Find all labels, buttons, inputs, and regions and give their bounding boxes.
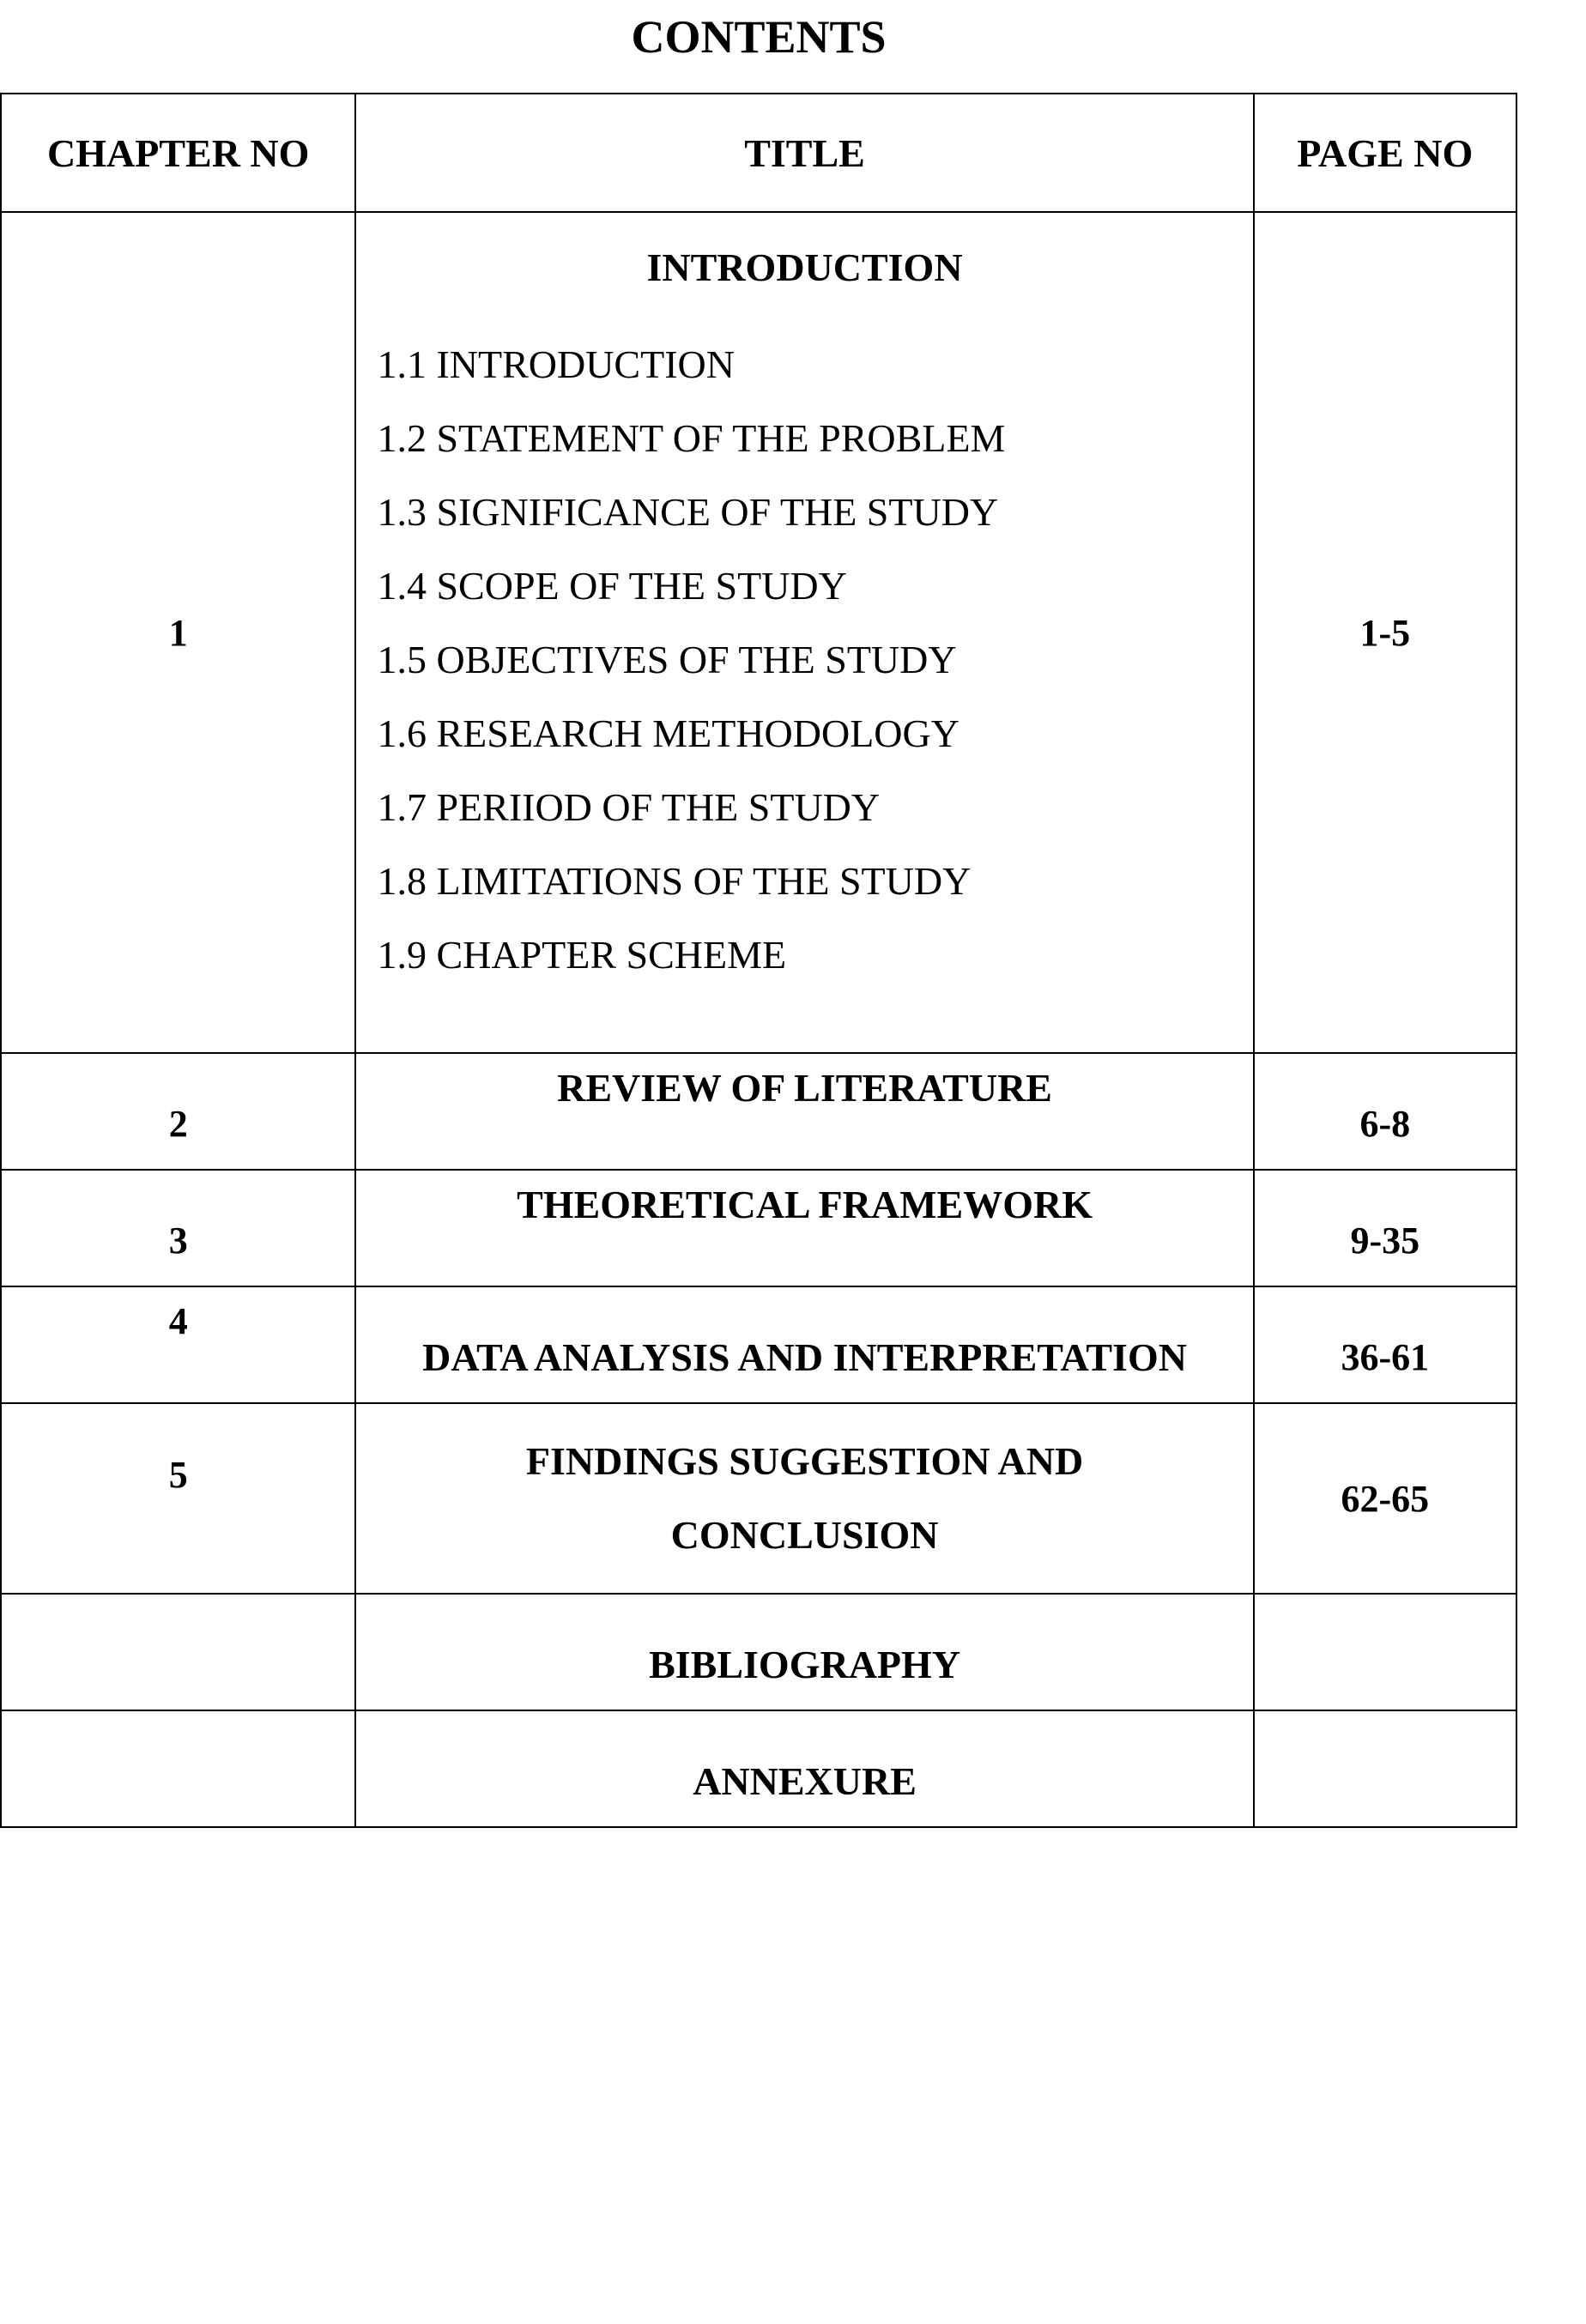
table-row-chapter-3: [1, 1170, 1516, 1286]
section-item: 1.8 LIMITATIONS OF THE STUDY: [377, 859, 972, 903]
table-row-bibliography: [1, 1594, 1516, 1710]
table-row-chapter-1: [1, 212, 1516, 1053]
section-item: 1.1 INTRODUCTION: [377, 342, 735, 386]
page-range: 6-8: [1359, 1102, 1411, 1145]
section-item: 1.7 PERIIOD OF THE STUDY: [377, 785, 881, 829]
page-range: 1-5: [1254, 212, 1516, 1053]
chapter-number: [1, 1710, 355, 1827]
section-item: 1.4 SCOPE OF THE STUDY: [377, 564, 847, 608]
chapter-title-cell: [355, 212, 1253, 1053]
chapter-title-line-2: CONCLUSION: [670, 1513, 939, 1557]
section-item: 1.9 CHAPTER SCHEME: [377, 933, 787, 977]
section-item: 1.5 OBJECTIVES OF THE STUDY: [377, 638, 957, 681]
chapter-title: REVIEW OF LITERATURE: [557, 1065, 1052, 1110]
page-range: 9-35: [1350, 1219, 1420, 1262]
section-item: 1.3 SIGNIFICANCE OF THE STUDY: [377, 490, 999, 534]
chapter-number: 4: [168, 1299, 188, 1342]
table-row-chapter-4: [1, 1286, 1516, 1403]
chapter-number: 1: [1, 212, 355, 1053]
chapter-title-line-1: FINDINGS SUGGESTION AND: [525, 1439, 1084, 1483]
section-item: 1.6 RESEARCH METHODOLOGY: [377, 711, 959, 755]
chapter-title: DATA ANALYSIS AND INTERPRETATION: [422, 1334, 1187, 1379]
header-chapter-no: CHAPTER NO: [1, 94, 355, 212]
header-page-no: PAGE NO: [1254, 94, 1516, 212]
table-header-row: [1, 94, 1516, 212]
chapter-number: 3: [168, 1219, 188, 1262]
chapter-title: ANNEXURE: [693, 1758, 917, 1803]
chapter-number: [1, 1594, 355, 1710]
page-range: [1254, 1594, 1516, 1710]
page-range: [1254, 1710, 1516, 1827]
table-row-chapter-2: [1, 1053, 1516, 1170]
header-title: TITLE: [355, 94, 1253, 212]
table-row-chapter-5: [1, 1403, 1516, 1594]
chapter-title: INTRODUCTION: [646, 245, 963, 289]
contents-table: [0, 93, 1517, 1828]
chapter-number: 5: [168, 1453, 188, 1496]
page-title: CONTENTS: [631, 11, 887, 63]
chapter-title: BIBLIOGRAPHY: [649, 1642, 961, 1686]
section-item: 1.2 STATEMENT OF THE PROBLEM: [377, 416, 1006, 460]
chapter-number: 2: [168, 1102, 188, 1145]
chapter-title: THEORETICAL FRAMEWORK: [517, 1182, 1093, 1226]
section-list: [377, 328, 1252, 992]
page-range: 62-65: [1254, 1403, 1516, 1594]
table-row-annexure: [1, 1710, 1516, 1827]
page-range: 36-61: [1341, 1335, 1430, 1378]
